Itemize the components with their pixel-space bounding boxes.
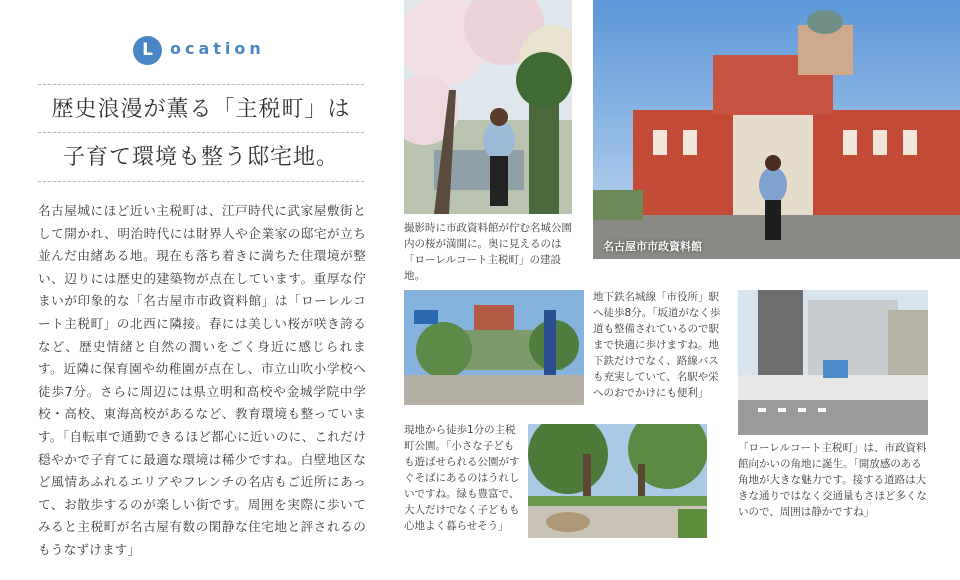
divider-top [38, 84, 364, 85]
article-body: 名古屋城にほど近い主税町は、江戸時代に武家屋敷街として開かれ、明治時代には財界人や企業家の邸宅が立ち並んだ由緒ある地。現在も落ち着きに満ちた住環境が整い、辺りには歴史的建築物が点在しています。重厚な佇まいが印象的な「名古屋市市政資料館」は「ローレルコート主税町」の北西に隣接。春には美しい桜が咲き誇るなど、歴史情緒と自然の潤いをごく身近に感じられます。近隣に保育園や幼稚園が点在し、市立山吹小学校へ徒歩7分。さらに周辺には県立明和高校や金城学院中学校・高校、東海高校があるなど、教育環境も整っています。「自転車で通勤できるほど都心に近いのに、これだけ穏やかで子育てに最適な環境は稀少ですね。白壁地区など風情あふれるエリアやフレンチの名店もご近所にあって、お散歩するのが楽しい街です。周囲を実際に歩いてみると主税町が名古屋有数の閑静な住宅地と評されるのもうなずけます」 [38, 203, 366, 557]
divider-middle [38, 132, 364, 133]
location-badge: L [133, 36, 162, 65]
caption-cherry-blossom-park: 撮影時に市政資料館が佇む名城公園内の桜が満開に。奥に見えるのは「ローレルコート主税町」の建設地。 [404, 222, 572, 282]
photo-construction-site [738, 290, 928, 435]
photo-city-archives [593, 0, 960, 259]
headline-line1: 歴史浪漫が薫る「主税町」は [51, 97, 351, 122]
headline-line2: 子育て環境も整う邸宅地。 [62, 145, 339, 170]
caption-construction-site: 「ローレルコート主税町」は、市政資料館向かいの角地に誕生。「開放感のある角地が大きな魅力です。接する道路は大きな通りではなく交通量もさほど多くないので、周囲は静かですね」 [738, 442, 927, 518]
divider-bottom [38, 181, 364, 182]
location-heading: ocation [170, 39, 265, 58]
caption-station: 地下鉄名城線「市役所」駅へ徒歩8分。「坂道がなく歩道も整備されているので駅まで快適に歩けますね。地下鉄だけでなく、路線バスも充実していて、名駅や栄へのおでかけにも便利」 [593, 291, 721, 399]
caption-neighborhood-park: 現地から徒歩1分の主税町公園。「小さな子どもも遊ばせられる公園がすぐそばにあるのはうれしいですね。緑も豊富で、大人だけでなく子どもも心地よく暮らせそう」 [404, 424, 520, 532]
label-city-archives: 名古屋市市政資料館 [603, 240, 702, 253]
photo-cherry-blossom-park [404, 0, 572, 214]
photo-street-station [404, 290, 584, 405]
photo-neighborhood-park [528, 424, 707, 538]
